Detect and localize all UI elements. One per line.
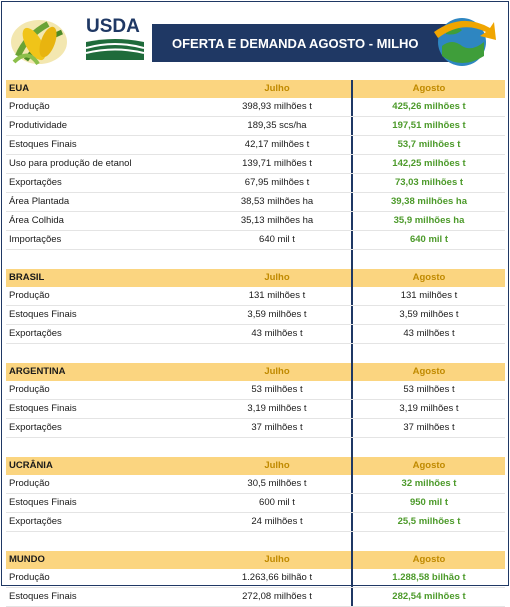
row-label: Produção <box>9 572 50 583</box>
section-mundo <box>6 551 505 607</box>
value-julho: 139,71 milhões t <box>203 155 353 173</box>
value-agosto: 39,38 milhões ha <box>390 196 468 207</box>
value-agosto: 53,7 milhões t <box>397 139 461 150</box>
value-agosto: 3,19 milhões t <box>399 403 459 414</box>
row-label: Estoques Finais <box>9 403 77 414</box>
section-header-row <box>6 80 505 98</box>
row-label: Produção <box>9 384 50 395</box>
table-row <box>6 98 505 117</box>
spacer-cell <box>353 250 505 269</box>
value-agosto: 35,9 milhões ha <box>393 215 465 226</box>
table-row <box>6 136 505 155</box>
value-julho: 600 mil t <box>203 494 353 512</box>
value-agosto: 43 milhões t <box>403 328 455 339</box>
column-header-agosto: Agosto <box>412 83 446 94</box>
column-header-julho: Julho <box>203 457 353 475</box>
table-row <box>6 117 505 136</box>
row-label: Área Colhida <box>9 215 64 226</box>
section-name: ARGENTINA <box>9 366 66 377</box>
value-julho: 42,17 milhões t <box>203 136 353 154</box>
column-header-agosto: Agosto <box>412 460 446 471</box>
spacer-cell <box>203 250 353 269</box>
column-header-agosto: Agosto <box>412 554 446 565</box>
table-row <box>6 306 505 325</box>
row-label: Exportações <box>9 422 62 433</box>
table-row <box>6 475 505 494</box>
globe-arrow-icon <box>432 12 496 70</box>
spacer-cell <box>6 250 203 269</box>
section-spacer <box>6 344 505 363</box>
table-row <box>6 231 505 250</box>
row-label: Produtividade <box>9 120 68 131</box>
value-agosto: 73,03 milhões t <box>394 177 464 188</box>
section-name: UCRÂNIA <box>9 460 53 471</box>
spacer-cell <box>6 532 203 551</box>
table-row <box>6 400 505 419</box>
table-row <box>6 588 505 607</box>
value-julho: 35,13 milhões ha <box>203 212 353 230</box>
row-label: Produção <box>9 101 50 112</box>
value-julho: 53 milhões t <box>203 381 353 399</box>
table-row <box>6 155 505 174</box>
value-julho: 3,19 milhões t <box>203 400 353 418</box>
value-julho: 640 mil t <box>203 231 353 249</box>
value-agosto: 53 milhões t <box>403 384 455 395</box>
row-label: Produção <box>9 478 50 489</box>
section-name: EUA <box>9 83 30 94</box>
column-header-agosto: Agosto <box>412 366 446 377</box>
section-name: MUNDO <box>9 554 45 565</box>
value-julho: 131 milhões t <box>203 287 353 305</box>
table-row <box>6 513 505 532</box>
row-label: Estoques Finais <box>9 497 77 508</box>
row-label: Área Plantada <box>9 196 70 207</box>
row-label: Importações <box>9 234 62 245</box>
value-julho: 67,95 milhões t <box>203 174 353 192</box>
row-label: Exportações <box>9 516 62 527</box>
spacer-cell <box>6 438 203 457</box>
column-header-julho: Julho <box>203 269 353 287</box>
row-label: Uso para produção de etanol <box>9 158 132 169</box>
spacer-cell <box>353 344 505 363</box>
row-label: Estoques Finais <box>9 591 77 602</box>
value-julho: 30,5 milhões t <box>203 475 353 493</box>
usda-logo-text: USDA <box>86 16 140 37</box>
value-agosto: 32 milhões t <box>401 478 457 489</box>
value-julho: 398,93 milhões t <box>203 98 353 116</box>
section-header-row <box>6 457 505 475</box>
page-title: OFERTA E DEMANDA AGOSTO - MILHO <box>152 24 458 62</box>
value-agosto: 25,5 milhões t <box>397 516 461 527</box>
row-label: Estoques Finais <box>9 139 77 150</box>
corn-icon <box>8 12 70 68</box>
table-row <box>6 193 505 212</box>
value-julho: 38,53 milhões ha <box>203 193 353 211</box>
value-agosto: 142,25 milhões t <box>392 158 466 169</box>
row-label: Exportações <box>9 328 62 339</box>
column-header-agosto: Agosto <box>412 272 446 283</box>
row-label: Exportações <box>9 177 62 188</box>
section-eua <box>6 80 505 269</box>
value-agosto: 1.288,58 bilhão t <box>392 572 466 583</box>
value-agosto: 131 milhões t <box>400 290 458 301</box>
value-julho: 24 milhões t <box>203 513 353 531</box>
report-frame <box>1 1 509 602</box>
table-row <box>6 381 505 400</box>
row-label: Produção <box>9 290 50 301</box>
spacer-cell <box>203 532 353 551</box>
value-agosto: 197,51 milhões t <box>392 120 466 131</box>
value-julho: 3,59 milhões t <box>203 306 353 324</box>
header <box>2 2 508 78</box>
value-julho: 37 milhões t <box>203 419 353 437</box>
section-header-row <box>6 269 505 287</box>
value-julho: 189,35 scs/ha <box>203 117 353 135</box>
section-brasil <box>6 269 505 363</box>
section-spacer <box>6 438 505 457</box>
value-agosto: 640 mil t <box>409 234 449 245</box>
row-label: Estoques Finais <box>9 309 77 320</box>
table-row <box>6 174 505 193</box>
table-row <box>6 569 505 588</box>
column-header-julho: Julho <box>203 363 353 381</box>
value-julho: 1.263,66 bilhão t <box>203 569 353 587</box>
usda-logo-graphic <box>86 38 144 60</box>
spacer-cell <box>353 532 505 551</box>
usda-logo <box>86 16 144 62</box>
value-agosto: 282,54 milhões t <box>392 591 466 602</box>
spacer-cell <box>353 438 505 457</box>
table-row <box>6 494 505 513</box>
spacer-cell <box>203 344 353 363</box>
table-row <box>6 287 505 306</box>
table-row <box>6 419 505 438</box>
column-header-julho: Julho <box>203 551 353 569</box>
value-agosto: 425,26 milhões t <box>392 101 466 112</box>
column-header-julho: Julho <box>203 80 353 98</box>
table-row <box>6 212 505 231</box>
section-spacer <box>6 250 505 269</box>
spacer-cell <box>6 344 203 363</box>
section-header-row <box>6 363 505 381</box>
value-agosto: 3,59 milhões t <box>399 309 459 320</box>
section-ucrânia <box>6 457 505 551</box>
section-name: BRASIL <box>9 272 45 283</box>
spacer-cell <box>203 438 353 457</box>
value-julho: 272,08 milhões t <box>203 588 353 606</box>
value-julho: 43 milhões t <box>203 325 353 343</box>
tables-container <box>6 80 505 607</box>
value-agosto: 950 mil t <box>409 497 449 508</box>
section-header-row <box>6 551 505 569</box>
value-agosto: 37 milhões t <box>403 422 455 433</box>
table-row <box>6 325 505 344</box>
section-spacer <box>6 532 505 551</box>
section-argentina <box>6 363 505 457</box>
